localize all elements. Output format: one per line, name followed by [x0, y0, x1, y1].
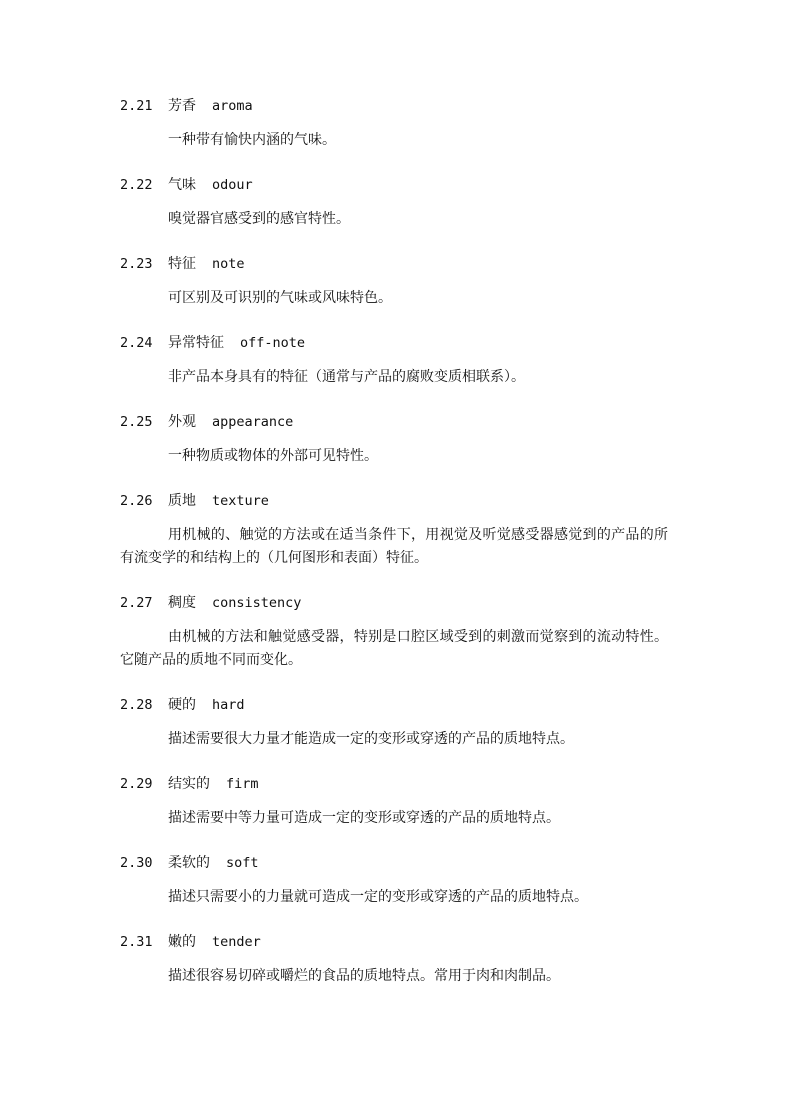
term-chinese: 硬的: [168, 697, 196, 713]
term-definition: 描述很容易切碎或嚼烂的食品的质地特点。常用于肉和肉制品。: [168, 968, 560, 984]
term-chinese: 芳香: [168, 98, 196, 114]
term-english: tender: [212, 934, 261, 950]
term-definition: 嗅觉器官感受到的感官特性。: [168, 211, 350, 227]
term-heading: [120, 689, 668, 721]
term-definition: 一种带有愉快内涵的气味。: [168, 132, 336, 148]
term-heading: [120, 406, 668, 438]
term-chinese: 嫩的: [168, 934, 196, 950]
term-english: odour: [212, 177, 253, 193]
term-definition: 可区别及可识别的气味或风味特色。: [168, 290, 392, 306]
term-heading: [120, 90, 668, 122]
term-number: 2.23: [120, 256, 153, 272]
term-number: 2.26: [120, 493, 153, 509]
term-number: 2.21: [120, 98, 153, 114]
term-heading: [120, 327, 668, 359]
term-english: consistency: [212, 595, 302, 611]
term-chinese: 外观: [168, 414, 196, 430]
term-chinese: 特征: [168, 256, 196, 272]
term-number: 2.28: [120, 697, 153, 713]
term-chinese: 结实的: [168, 776, 210, 792]
term-heading: [120, 926, 668, 958]
term-chinese: 气味: [168, 177, 196, 193]
term-definition: 由机械的方法和触觉感受器，特别是口腔区域受到的刺激而觉察到的流动特性。它随产品的质地不同而变化。: [120, 629, 668, 668]
term-definition: 描述需要很大力量才能造成一定的变形或穿透的产品的质地特点。: [168, 731, 574, 747]
term-number: 2.25: [120, 414, 153, 430]
term-entry-2-31: [120, 926, 668, 988]
term-definition: 描述只需要小的力量就可造成一定的变形或穿透的产品的质地特点。: [168, 889, 588, 905]
term-english: aroma: [212, 98, 253, 114]
term-list: [120, 90, 668, 1005]
term-chinese: 柔软的: [168, 855, 210, 871]
term-english: off-note: [240, 335, 306, 351]
term-entry-2-24: [120, 327, 668, 389]
term-chinese: 稠度: [168, 595, 196, 611]
term-heading: [120, 485, 668, 517]
term-definition: 非产品本身具有的特征（通常与产品的腐败变质相联系）。: [168, 369, 525, 385]
term-number: 2.22: [120, 177, 153, 193]
term-number: 2.27: [120, 595, 153, 611]
term-chinese: 质地: [168, 493, 196, 509]
term-english: appearance: [212, 414, 294, 430]
term-entry-2-28: [120, 689, 668, 751]
term-english: firm: [226, 776, 259, 792]
term-entry-2-27: [120, 587, 668, 672]
term-entry-2-21: [120, 90, 668, 152]
term-english: hard: [212, 697, 245, 713]
term-heading: [120, 768, 668, 800]
term-number: 2.24: [120, 335, 153, 351]
term-number: 2.30: [120, 855, 153, 871]
term-heading: [120, 169, 668, 201]
term-entry-2-22: [120, 169, 668, 231]
term-definition: 用机械的、触觉的方法或在适当条件下，用视觉及听觉感受器感觉到的产品的所有流变学的和结构上的（几何图形和表面）特征。: [120, 527, 668, 566]
term-definition: 描述需要中等力量可造成一定的变形或穿透的产品的质地特点。: [168, 810, 560, 826]
term-heading: [120, 587, 668, 619]
term-heading: [120, 248, 668, 280]
term-chinese: 异常特征: [168, 335, 224, 351]
term-entry-2-25: [120, 406, 668, 468]
term-entry-2-30: [120, 847, 668, 909]
term-definition: 一种物质或物体的外部可见特性。: [168, 448, 378, 464]
term-entry-2-29: [120, 768, 668, 830]
term-english: soft: [226, 855, 259, 871]
term-english: texture: [212, 493, 269, 509]
term-entry-2-26: [120, 485, 668, 570]
term-english: note: [212, 256, 245, 272]
term-entry-2-23: [120, 248, 668, 310]
term-heading: [120, 847, 668, 879]
term-number: 2.29: [120, 776, 153, 792]
term-number: 2.31: [120, 934, 153, 950]
